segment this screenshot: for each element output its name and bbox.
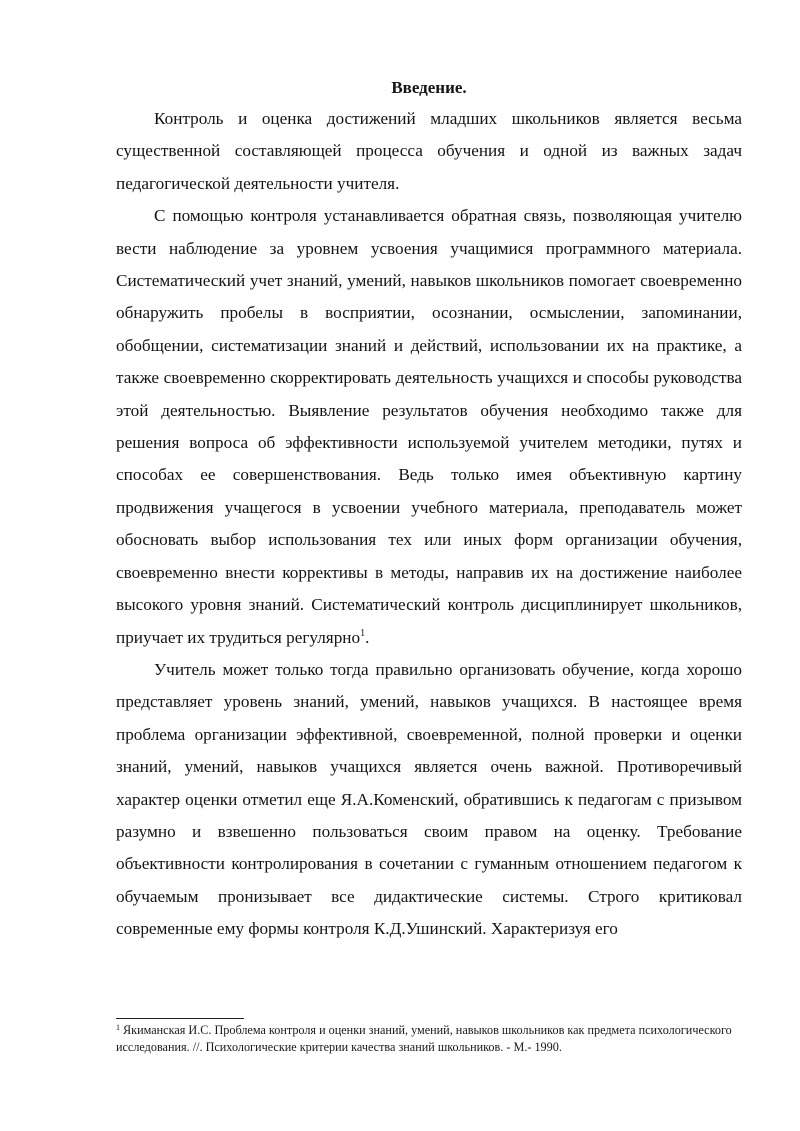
- document-title: Введение.: [391, 78, 467, 97]
- page-body: [116, 76, 742, 946]
- footnote-reference[interactable]: 1: [360, 627, 366, 639]
- paragraph-3: [116, 654, 742, 946]
- paragraph-text: Учитель может только тогда правильно организовать обучение, когда хорошо представляет уровень знаний, умений, навыков учащихся. В настоящее время проблема организации эффективной, своевременной, полной проверки и оценки знаний, умений, навыков учащихся является очень важной. Противоречивый характер оценки отметил еще Я.А.Коменский, обратившись к педагогам с призывом разумно и взвешенно пользоваться своим правом на оценку. Требование объективности контролирования в сочетании с гуманным отношением педагогом к обучаемым пронизывает все дидактические системы. Строго критиковал современные ему формы контроля К.Д.Ушинский. Характеризуя его: [116, 659, 742, 939]
- footnote-separator: [116, 1018, 244, 1019]
- paragraph-1: [116, 103, 742, 200]
- paragraph-2: [116, 200, 742, 654]
- paragraph-text: С помощью контроля устанавливается обратная связь, позволяющая учителю вести наблюдение за уровнем усвоения учащимися программного материала. Систематический учет знаний, умений, навыков школьников помогает своевременно обнаружить пробелы в восприятии, осознании, осмыслении, запоминании, обобщении, систематизации знаний и действий, использовании их на практике, а также своевременно скорректировать деятельность учащихся и способы руководства этой деятельностью. Выявление результатов обучения необходимо также для решения вопроса об эффективности используемой учителем методики, путях и способах ее совершенствования. Ведь только имея объективную картину продвижения учащегося в усвоении учебного материала, преподаватель может обосновать выбор использования тех или иных форм организации обучения, своевременно внести коррективы в методы, направив их на достижение наиболее высокого уровня знаний. Систематический контроль дисциплинирует школьников, приучает их трудиться регулярно: [116, 206, 742, 647]
- footnote-text: Якиманская И.С. Проблема контроля и оценки знаний, умений, навыков школьников как предмета психологического исследования. //. Психологические критерии качества знаний школьников. - М.- 1990.: [116, 1023, 732, 1054]
- paragraph-text: Контроль и оценка достижений младших школьников является весьма существенной составляющей процесса обучения и одной из важных задач педагогической деятельности учителя.: [116, 109, 742, 193]
- footnote: [116, 1022, 742, 1056]
- footnote-marker: 1: [116, 1023, 120, 1032]
- paragraph-tail: .: [365, 627, 370, 647]
